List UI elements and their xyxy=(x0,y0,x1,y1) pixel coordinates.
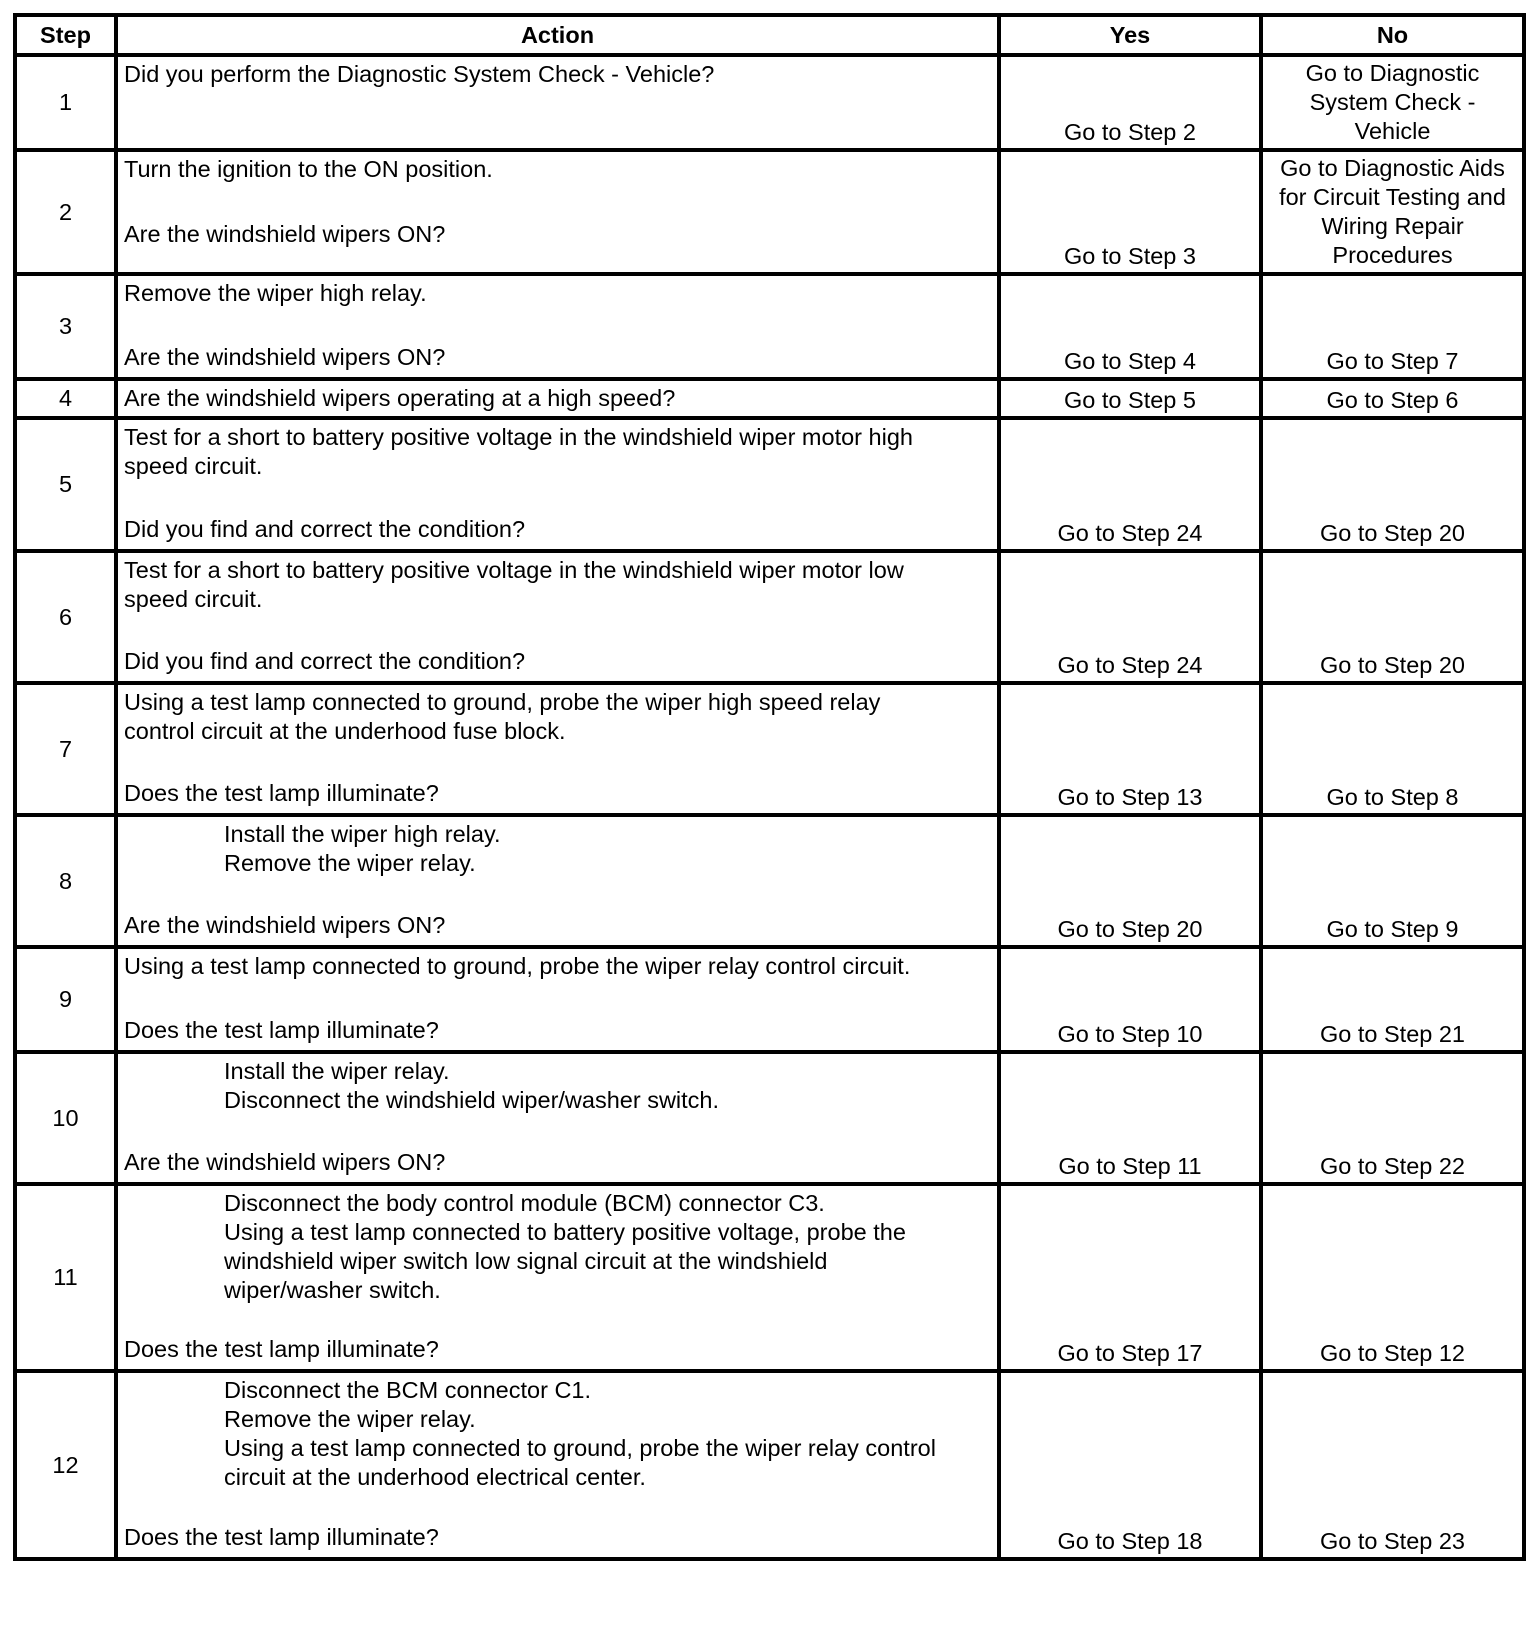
table-row xyxy=(15,1184,1524,1371)
action-line: Install the wiper relay. xyxy=(224,1058,450,1084)
action-line: Disconnect the windshield wiper/washer switch. xyxy=(224,1087,720,1113)
step-number: 10 xyxy=(15,1052,116,1184)
action-line: Disconnect the body control module (BCM) connector C3. xyxy=(224,1190,825,1216)
no-cell: Go to Step 20 xyxy=(1261,418,1524,551)
yes-cell: Go to Step 13 xyxy=(999,683,1261,815)
action-line: Using a test lamp connected to battery positive voltage, probe the xyxy=(224,1219,906,1245)
action-line: Disconnect the BCM connector C1. xyxy=(224,1377,592,1403)
action-question: Does the test lamp illuminate? xyxy=(124,780,439,806)
no-cell: Go to Step 9 xyxy=(1261,815,1524,947)
step-number: 7 xyxy=(15,683,116,815)
step-number: 11 xyxy=(15,1184,116,1371)
action-line: Test for a short to battery positive voltage in the windshield wiper motor low xyxy=(124,557,904,583)
yes-cell: Go to Step 10 xyxy=(999,947,1261,1052)
step-number: 5 xyxy=(15,418,116,551)
no-cell: Go to Step 12 xyxy=(1261,1184,1524,1371)
yes-cell: Go to Step 11 xyxy=(999,1052,1261,1184)
action-cell xyxy=(116,683,999,815)
step-number: 8 xyxy=(15,815,116,947)
action-question: Does the test lamp illuminate? xyxy=(124,1017,439,1043)
action-line: circuit at the underhood electrical center. xyxy=(224,1464,646,1490)
action-line: Remove the wiper high relay. xyxy=(124,280,427,306)
table-row xyxy=(15,55,1524,150)
step-number: 1 xyxy=(15,55,116,150)
action-line: Using a test lamp connected to ground, probe the wiper relay control xyxy=(224,1435,936,1461)
action-question: Does the test lamp illuminate? xyxy=(124,1524,439,1550)
no-cell: Go to Step 7 xyxy=(1261,274,1524,379)
header-yes: Yes xyxy=(999,15,1261,55)
yes-cell: Go to Step 4 xyxy=(999,274,1261,379)
step-number: 9 xyxy=(15,947,116,1052)
action-line: Remove the wiper relay. xyxy=(224,850,476,876)
step-number: 12 xyxy=(15,1371,116,1559)
action-line: wiper/washer switch. xyxy=(224,1277,441,1303)
table-row xyxy=(15,683,1524,815)
table-row xyxy=(15,551,1524,683)
table-row xyxy=(15,150,1524,274)
action-cell xyxy=(116,274,999,379)
step-number: 4 xyxy=(15,379,116,418)
header-action: Action xyxy=(116,15,999,55)
diagnostic-table xyxy=(13,13,1526,1561)
header-row xyxy=(15,15,1524,55)
step-number: 6 xyxy=(15,551,116,683)
yes-cell: Go to Step 17 xyxy=(999,1184,1261,1371)
no-cell: Go to Step 6 xyxy=(1261,379,1524,418)
no-cell: Go to Step 23 xyxy=(1261,1371,1524,1559)
action-question: Are the windshield wipers ON? xyxy=(124,912,446,938)
action-line: control circuit at the underhood fuse block. xyxy=(124,718,566,744)
action-cell xyxy=(116,1184,999,1371)
yes-cell: Go to Step 2 xyxy=(999,55,1261,150)
yes-cell: Go to Step 20 xyxy=(999,815,1261,947)
action-cell xyxy=(116,1371,999,1559)
no-cell: Go to Diagnostic Aids for Circuit Testing and Wiring Repair Procedures xyxy=(1261,150,1524,274)
action-cell xyxy=(116,55,999,150)
no-cell: Go to Step 22 xyxy=(1261,1052,1524,1184)
action-line: Did you perform the Diagnostic System Check - Vehicle? xyxy=(124,61,715,87)
table-row xyxy=(15,418,1524,551)
action-question: Does the test lamp illuminate? xyxy=(124,1336,439,1362)
action-line: Are the windshield wipers operating at a high speed? xyxy=(124,385,676,411)
table-row xyxy=(15,379,1524,418)
no-cell: Go to Diagnostic System Check - Vehicle xyxy=(1261,55,1524,150)
action-cell xyxy=(116,150,999,274)
action-line: speed circuit. xyxy=(124,453,263,479)
table-row xyxy=(15,815,1524,947)
action-line: speed circuit. xyxy=(124,586,263,612)
yes-cell: Go to Step 5 xyxy=(999,379,1261,418)
action-cell xyxy=(116,815,999,947)
yes-cell: Go to Step 24 xyxy=(999,418,1261,551)
action-question: Are the windshield wipers ON? xyxy=(124,221,446,247)
action-line: Using a test lamp connected to ground, probe the wiper high speed relay xyxy=(124,689,881,715)
step-number: 2 xyxy=(15,150,116,274)
yes-cell: Go to Step 3 xyxy=(999,150,1261,274)
action-cell xyxy=(116,418,999,551)
action-question: Did you find and correct the condition? xyxy=(124,648,526,674)
action-cell xyxy=(116,1052,999,1184)
yes-cell: Go to Step 24 xyxy=(999,551,1261,683)
no-cell: Go to Step 8 xyxy=(1261,683,1524,815)
no-cell: Go to Step 20 xyxy=(1261,551,1524,683)
no-cell: Go to Step 21 xyxy=(1261,947,1524,1052)
action-line: Test for a short to battery positive voltage in the windshield wiper motor high xyxy=(124,424,913,450)
step-number: 3 xyxy=(15,274,116,379)
table-row xyxy=(15,1371,1524,1559)
action-question: Did you find and correct the condition? xyxy=(124,516,526,542)
action-line: windshield wiper switch low signal circuit at the windshield xyxy=(224,1248,828,1274)
table-row xyxy=(15,1052,1524,1184)
table-row xyxy=(15,947,1524,1052)
action-line: Using a test lamp connected to ground, probe the wiper relay control circuit. xyxy=(124,953,911,979)
table-row xyxy=(15,274,1524,379)
yes-cell: Go to Step 18 xyxy=(999,1371,1261,1559)
action-cell xyxy=(116,551,999,683)
action-question: Are the windshield wipers ON? xyxy=(124,1149,446,1175)
header-no: No xyxy=(1261,15,1524,55)
header-step: Step xyxy=(15,15,116,55)
action-line: Install the wiper high relay. xyxy=(224,821,501,847)
action-cell xyxy=(116,947,999,1052)
action-question: Are the windshield wipers ON? xyxy=(124,344,446,370)
action-cell xyxy=(116,379,999,418)
action-line: Remove the wiper relay. xyxy=(224,1406,476,1432)
action-line: Turn the ignition to the ON position. xyxy=(124,156,493,182)
